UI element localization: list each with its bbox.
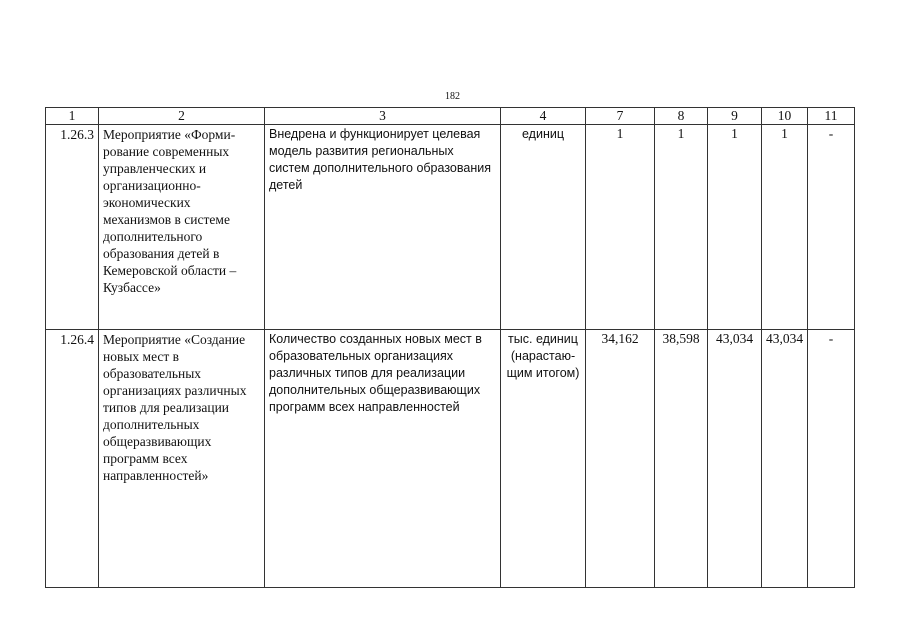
row-id: 1.26.3 <box>46 125 99 330</box>
table-row <box>46 125 855 330</box>
col-header-4: 4 <box>501 108 586 125</box>
header-row <box>46 108 855 125</box>
event-cell: Мероприятие «Форми-рование современных управленческих и организационно-экономических механизмов в системе дополнительного образования детей в Кемеровской области – Кузбассе» <box>99 125 265 330</box>
unit-cell: тыс. единиц (нарастаю-щим итогом) <box>501 330 586 588</box>
col-header-10: 10 <box>762 108 808 125</box>
col-header-9: 9 <box>708 108 762 125</box>
indicators-table <box>45 107 855 588</box>
event-cell: Мероприятие «Создание новых мест в образовательных организациях различных типов для реализации дополнительных общеразвивающих программ всех направленностей» <box>99 330 265 588</box>
value-8-cell: 38,598 <box>655 330 708 588</box>
col-header-11: 11 <box>808 108 855 125</box>
page-number: 182 <box>445 91 460 102</box>
col-header-7: 7 <box>586 108 655 125</box>
value-7-cell: 1 <box>586 125 655 330</box>
col-header-1: 1 <box>46 108 99 125</box>
result-cell: Внедрена и функционирует целевая модель развития региональных систем дополнительного образования детей <box>265 125 501 330</box>
value-9-cell: 1 <box>708 125 762 330</box>
value-11-cell: - <box>808 125 855 330</box>
value-10-cell: 43,034 <box>762 330 808 588</box>
unit-cell: единиц <box>501 125 586 330</box>
row-id: 1.26.4 <box>46 330 99 588</box>
value-11-cell: - <box>808 330 855 588</box>
value-8-cell: 1 <box>655 125 708 330</box>
col-header-8: 8 <box>655 108 708 125</box>
value-10-cell: 1 <box>762 125 808 330</box>
result-cell: Количество созданных новых мест в образовательных организациях различных типов для реализации дополнительных общеразвивающих программ всех направленностей <box>265 330 501 588</box>
value-7-cell: 34,162 <box>586 330 655 588</box>
table-row <box>46 330 855 588</box>
value-9-cell: 43,034 <box>708 330 762 588</box>
col-header-2: 2 <box>99 108 265 125</box>
col-header-3: 3 <box>265 108 501 125</box>
